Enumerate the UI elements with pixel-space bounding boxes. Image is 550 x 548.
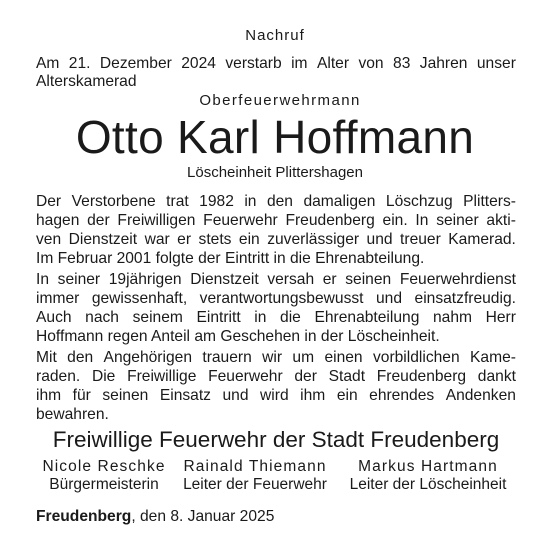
paragraph-2-line-2: [36, 289, 516, 308]
intro-line-2: Alterskamerad: [36, 73, 137, 90]
word: ven: [36, 231, 62, 248]
intro-line-1: [36, 54, 516, 73]
word: Die: [91, 368, 116, 385]
word: Stadt: [328, 368, 366, 385]
signatory-3-name: Markus Hartmann: [358, 458, 498, 475]
signatory-3-title: Leiter der Löscheinheit: [349, 476, 507, 493]
word: im: [291, 55, 308, 72]
word: verantwortungsbewusst: [199, 290, 364, 307]
word: einsatzfreudig.: [414, 290, 516, 307]
word: wird: [260, 387, 289, 404]
word: Verstorbene: [71, 193, 156, 210]
word: den: [67, 349, 94, 366]
word: ein.: [382, 212, 408, 229]
word: seiner: [436, 212, 479, 229]
word: Freudenberg: [376, 368, 467, 385]
word: damaligen: [303, 193, 376, 210]
paragraph-1-line-1: [36, 192, 516, 211]
word: stets: [198, 231, 232, 248]
paragraph-2-line-3: [36, 308, 516, 327]
word: nahm: [433, 309, 473, 326]
word: trat: [166, 193, 189, 210]
paragraph-1-line-4: Im Februar 2001 folgte der Eintritt in die Ehrenabteilung.: [36, 250, 425, 267]
word: trauern: [202, 349, 252, 366]
word: In: [415, 212, 429, 229]
word: ihm: [36, 387, 62, 404]
paragraph-3-line-2: [36, 367, 516, 386]
signatory-1-name: Nicole Reschke: [42, 458, 166, 475]
word: ihm: [300, 387, 326, 404]
word: der: [294, 368, 317, 385]
paragraph-2-line-4: Hoffmann regen Anteil am Geschehen in der Löscheinheit.: [36, 328, 440, 345]
word: vorbildlichen: [372, 349, 460, 366]
word: In: [36, 271, 50, 288]
word: unser: [476, 55, 516, 72]
word: Angehörigen: [103, 349, 192, 366]
word: ein: [238, 231, 260, 248]
word: um: [292, 349, 315, 366]
word: und: [376, 290, 403, 307]
word: Jahren: [419, 55, 468, 72]
rank: Oberfeuerwehrmann: [199, 92, 361, 109]
word: Auch: [36, 309, 72, 326]
word: 19jährigen: [108, 271, 182, 288]
word: verstarb: [225, 55, 282, 72]
word: nach: [85, 309, 119, 326]
word: Alter: [316, 55, 350, 72]
word: immer: [36, 290, 80, 307]
word: hagen: [36, 212, 80, 229]
word: Freudenberg: [285, 212, 375, 229]
paragraph-2-line-1: [36, 270, 516, 289]
word: Ehrenabteilung: [314, 309, 420, 326]
word: Herr: [485, 309, 516, 326]
word: 83: [393, 55, 411, 72]
word: den: [266, 193, 293, 210]
word: Dienstzeit: [68, 231, 138, 248]
word: Kame-: [470, 349, 516, 366]
word: Feuerwehr: [208, 368, 283, 385]
word: und: [366, 231, 393, 248]
word: seinen: [345, 271, 392, 288]
word: und: [222, 387, 249, 404]
paragraph-1-line-3: [36, 230, 516, 249]
word: dankt: [477, 368, 516, 385]
footer-place-date: [36, 507, 274, 526]
word: ehrendes: [369, 387, 435, 404]
word: der: [87, 212, 110, 229]
word: 21.: [68, 55, 91, 72]
organization: Freiwillige Feuerwehr der Stadt Freudenberg: [52, 427, 500, 452]
word: Freiwillige: [127, 368, 197, 385]
signatory-1-title: Bürgermeisterin: [49, 476, 159, 493]
word: Feuerwehrdienst: [399, 271, 516, 288]
word: Eintritt: [196, 309, 241, 326]
word: Dienstzeit: [190, 271, 259, 288]
deceased-name: Otto Karl Hoffmann: [75, 111, 475, 163]
word: wir: [262, 349, 283, 366]
word: Plitters-: [463, 193, 516, 210]
word: Einsatz: [159, 387, 211, 404]
word: Dezember: [99, 55, 172, 72]
word: ein: [336, 387, 358, 404]
word: seiner: [57, 271, 101, 288]
word: die: [280, 309, 301, 326]
word: 2024: [181, 55, 216, 72]
word: er: [177, 231, 192, 248]
word: in: [254, 309, 267, 326]
word: Andenken: [445, 387, 516, 404]
word: Löschzug: [385, 193, 453, 210]
word: Freiwilligen: [117, 212, 196, 229]
word: akti-: [486, 212, 516, 229]
paragraph-3-line-4: bewahren.: [36, 406, 109, 423]
word: seinen: [102, 387, 149, 404]
paragraph-3-line-1: [36, 348, 516, 367]
word: Feuerwehr: [203, 212, 278, 229]
signatory-2-title: Leiter der Feuerwehr: [183, 476, 327, 493]
footer-place: Freudenberg: [36, 508, 132, 525]
word: 1982: [199, 193, 234, 210]
heading: Nachruf: [245, 27, 305, 44]
word: war: [144, 231, 170, 248]
word: versah: [267, 271, 315, 288]
word: Kamerad.: [448, 231, 516, 248]
paragraph-3-line-3: [36, 386, 516, 405]
word: treuer: [400, 231, 441, 248]
word: er: [322, 271, 337, 288]
word: zuverlässiger: [267, 231, 360, 248]
word: gewissenhaft,: [91, 290, 188, 307]
fire-unit: Löscheinheit Plittershagen: [187, 164, 363, 181]
word: seinem: [132, 309, 183, 326]
footer-date: , den 8. Januar 2025: [131, 508, 275, 525]
word: von: [358, 55, 384, 72]
word: Am: [36, 55, 60, 72]
word: Mit: [36, 349, 57, 366]
word: für: [72, 387, 91, 404]
signatory-2-name: Rainald Thiemann: [183, 458, 327, 475]
word: Der: [36, 193, 62, 210]
paragraph-1-line-2: [36, 211, 516, 230]
word: einen: [324, 349, 363, 366]
word: in: [244, 193, 257, 210]
word: raden.: [36, 368, 81, 385]
